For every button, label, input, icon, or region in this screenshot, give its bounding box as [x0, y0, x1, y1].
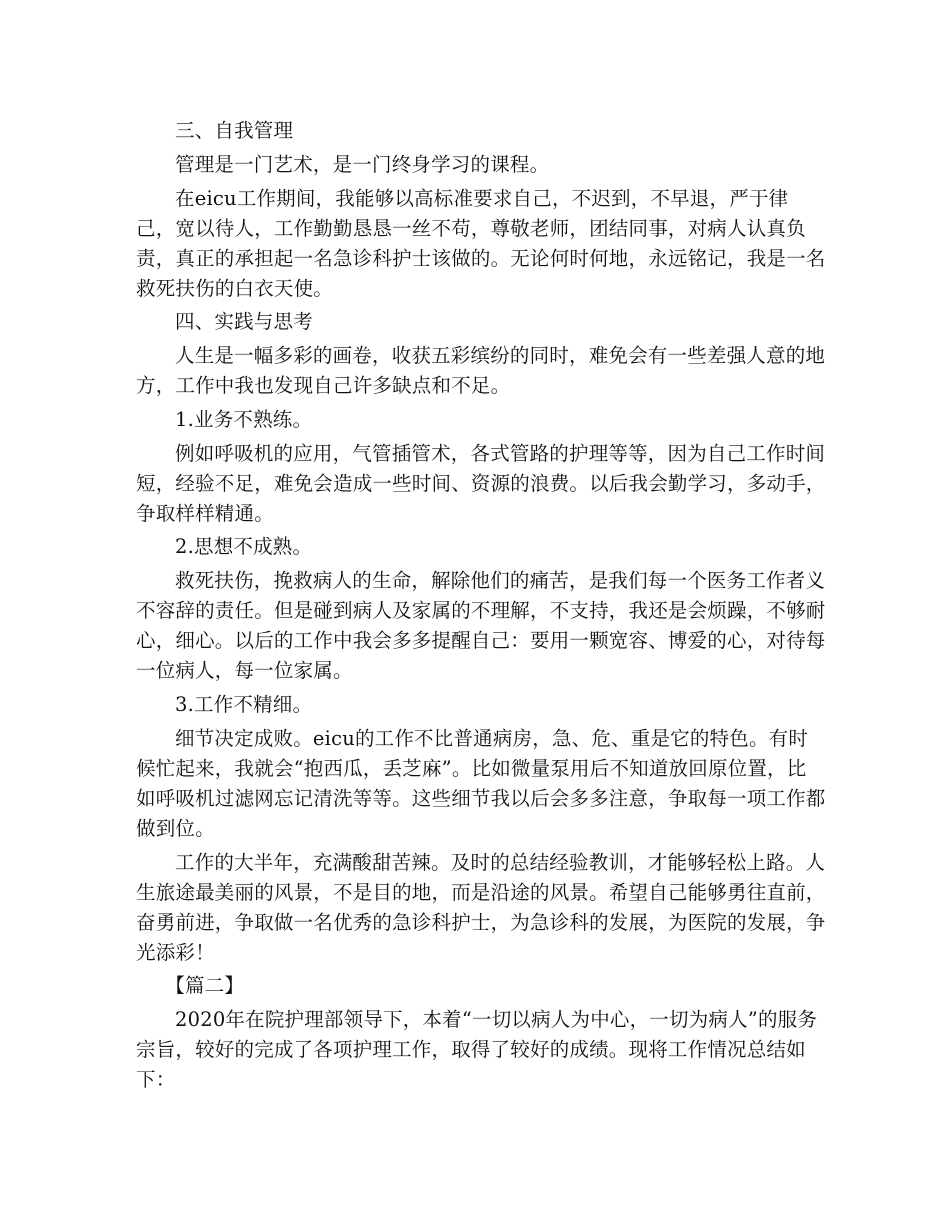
part-heading-2: 【篇二】 — [165, 974, 245, 998]
paragraph: 细节决定成败。eicu的工作不比普通病房，急、危、重是它的特色。有时候忙起来，我就会“抱西瓜，丢芝麻”。比如微量泵用后不知道放回原位置，比如呼吸机过滤网忘记清洗等等。这些细节我以后会多多注意，争取每一项工作都做到位。 — [136, 726, 826, 840]
paragraph: 管理是一门艺术，是一门终身学习的课程。 — [175, 153, 550, 176]
subheading-item-3: 3.工作不精细。 — [175, 692, 313, 716]
subheading-item-1: 1.业务不熟练。 — [175, 407, 313, 431]
paragraph: 例如呼吸机的应用，气管插管术，各式管路的护理等等，因为自己工作时间短，经验不足，难免会造成一些时间、资源的浪费。以后我会勤学习，多动手，争取样样精通。 — [136, 441, 826, 525]
subheading-item-2: 2.思想不成熟。 — [175, 535, 313, 559]
section-heading-self-management: 三、自我管理 — [175, 119, 294, 142]
section-heading-practice-reflection: 四、实践与思考 — [175, 310, 313, 334]
paragraph: 工作的大半年，充满酸甜苦辣。及时的总结经验教训，才能够轻松上路。人生旅途最美丽的风景，不是目的地，而是沿途的风景。希望自己能够勇往直前，奋勇前进，争取做一名优秀的急诊科护士，为急诊科的发展，为医院的发展，争光添彩！ — [136, 850, 826, 964]
paragraph: 2020年在院护理部领导下，本着“一切以病人为中心，一切为病人”的服务宗旨，较好的完成了各项护理工作，取得了较好的成绩。现将工作情况总结如下： — [136, 1007, 818, 1091]
document-body — [136, 116, 826, 1098]
paragraph: 人生是一幅多彩的画卷，收获五彩缤纷的同时，难免会有一些差强人意的地方，工作中我也发现自己许多缺点和不足。 — [136, 344, 826, 398]
paragraph: 救死扶伤，挽救病人的生命，解除他们的痛苦，是我们每一个医务工作者义不容辞的责任。但是碰到病人及家属的不理解，不支持，我还是会烦躁，不够耐心，细心。以后的工作中我会多多提醒自己：要用一颗宽容、博爱的心，对待每一位病人，每一位家属。 — [136, 569, 826, 683]
paragraph: 在eicu工作期间，我能够以高标准要求自己，不迟到，不早退，严于律己，宽以待人，工作勤勤恳恳一丝不苟，尊敬老师，团结同事，对病人认真负责，真正的承担起一名急诊科护士该做的。无论何时何地，永远铭记，我是一名救死扶伤的白衣天使。 — [136, 186, 826, 300]
